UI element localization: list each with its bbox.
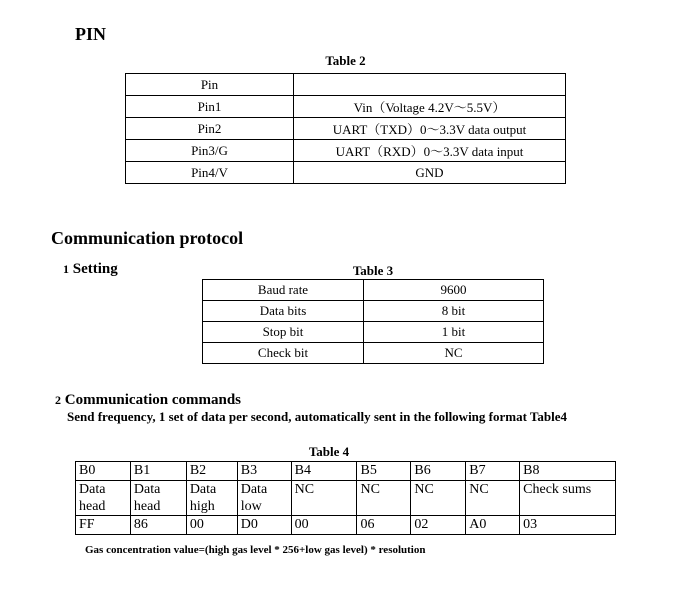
byte-value-cell: A0 [466, 516, 520, 535]
pin-cell: Pin [126, 74, 294, 96]
table-row [203, 301, 544, 322]
byte-desc-cell: Data low [237, 481, 291, 516]
byte-desc-cell: Data high [186, 481, 237, 516]
gas-concentration-formula: Gas concentration value=(high gas level * 256+low gas level) * resolution [85, 544, 426, 556]
table-row [76, 481, 616, 516]
byte-desc-cell: NC [291, 481, 357, 516]
setting-name-cell: Data bits [203, 301, 364, 322]
byte-header-cell: B8 [520, 462, 616, 481]
table-row [76, 516, 616, 535]
table-row [203, 343, 544, 364]
pin-cell: Pin1 [126, 96, 294, 118]
pin-table [125, 73, 566, 184]
byte-value-cell: 00 [186, 516, 237, 535]
pin-desc-cell [294, 74, 566, 96]
commands-heading [55, 392, 241, 409]
pin-desc-cell: GND [294, 162, 566, 184]
byte-header-cell: B3 [237, 462, 291, 481]
settings-table [202, 279, 544, 364]
pin-cell: Pin4/V [126, 162, 294, 184]
byte-header-cell: B6 [411, 462, 466, 481]
pin-cell: Pin2 [126, 118, 294, 140]
setting-number: 1 [63, 262, 69, 276]
setting-title: Setting [72, 261, 118, 277]
byte-value-cell: 03 [520, 516, 616, 535]
byte-header-cell: B0 [76, 462, 131, 481]
table-row [126, 140, 566, 162]
setting-name-cell: Baud rate [203, 280, 364, 301]
setting-value-cell: 8 bit [364, 301, 544, 322]
byte-header-cell: B4 [291, 462, 357, 481]
table-row [126, 74, 566, 96]
setting-value-cell: 9600 [364, 280, 544, 301]
table-row [126, 96, 566, 118]
byte-value-cell: 02 [411, 516, 466, 535]
byte-header-cell: B5 [357, 462, 411, 481]
data-format-table [75, 461, 616, 535]
byte-value-cell: 06 [357, 516, 411, 535]
byte-desc-cell: NC [411, 481, 466, 516]
setting-heading [63, 261, 118, 278]
byte-value-cell: D0 [237, 516, 291, 535]
table3-caption: Table 3 [352, 263, 394, 278]
setting-value-cell: NC [364, 343, 544, 364]
commands-number: 2 [55, 393, 61, 407]
setting-value-cell: 1 bit [364, 322, 544, 343]
pin-cell: Pin3/G [126, 140, 294, 162]
byte-value-cell: 86 [130, 516, 186, 535]
table-row [126, 118, 566, 140]
table-row [203, 280, 544, 301]
byte-desc-cell: Data head [76, 481, 131, 516]
byte-desc-cell: NC [466, 481, 520, 516]
byte-desc-cell: Check sums [520, 481, 616, 516]
table-row [203, 322, 544, 343]
byte-header-cell: B2 [186, 462, 237, 481]
byte-header-cell: B1 [130, 462, 186, 481]
table-row [126, 162, 566, 184]
byte-header-cell: B7 [466, 462, 520, 481]
pin-heading: PIN [75, 24, 106, 44]
commands-title: Communication commands [64, 392, 242, 408]
setting-name-cell: Stop bit [203, 322, 364, 343]
pin-desc-cell: UART（TXD）0～3.3V data output [294, 118, 566, 140]
protocol-heading: Communication protocol [51, 228, 244, 248]
byte-desc-cell: Data head [130, 481, 186, 516]
byte-desc-cell: NC [357, 481, 411, 516]
byte-value-cell: FF [76, 516, 131, 535]
byte-value-cell: 00 [291, 516, 357, 535]
pin-desc-cell: Vin（Voltage 4.2V～5.5V） [294, 96, 566, 118]
table2-caption: Table 2 [325, 53, 366, 68]
send-frequency-text: Send frequency, 1 set of data per second, automatically sent in the following format Table4 [67, 409, 568, 424]
pin-desc-cell: UART（RXD）0～3.3V data input [294, 140, 566, 162]
table4-caption: Table 4 [308, 444, 350, 459]
setting-name-cell: Check bit [203, 343, 364, 364]
table-row [76, 462, 616, 481]
